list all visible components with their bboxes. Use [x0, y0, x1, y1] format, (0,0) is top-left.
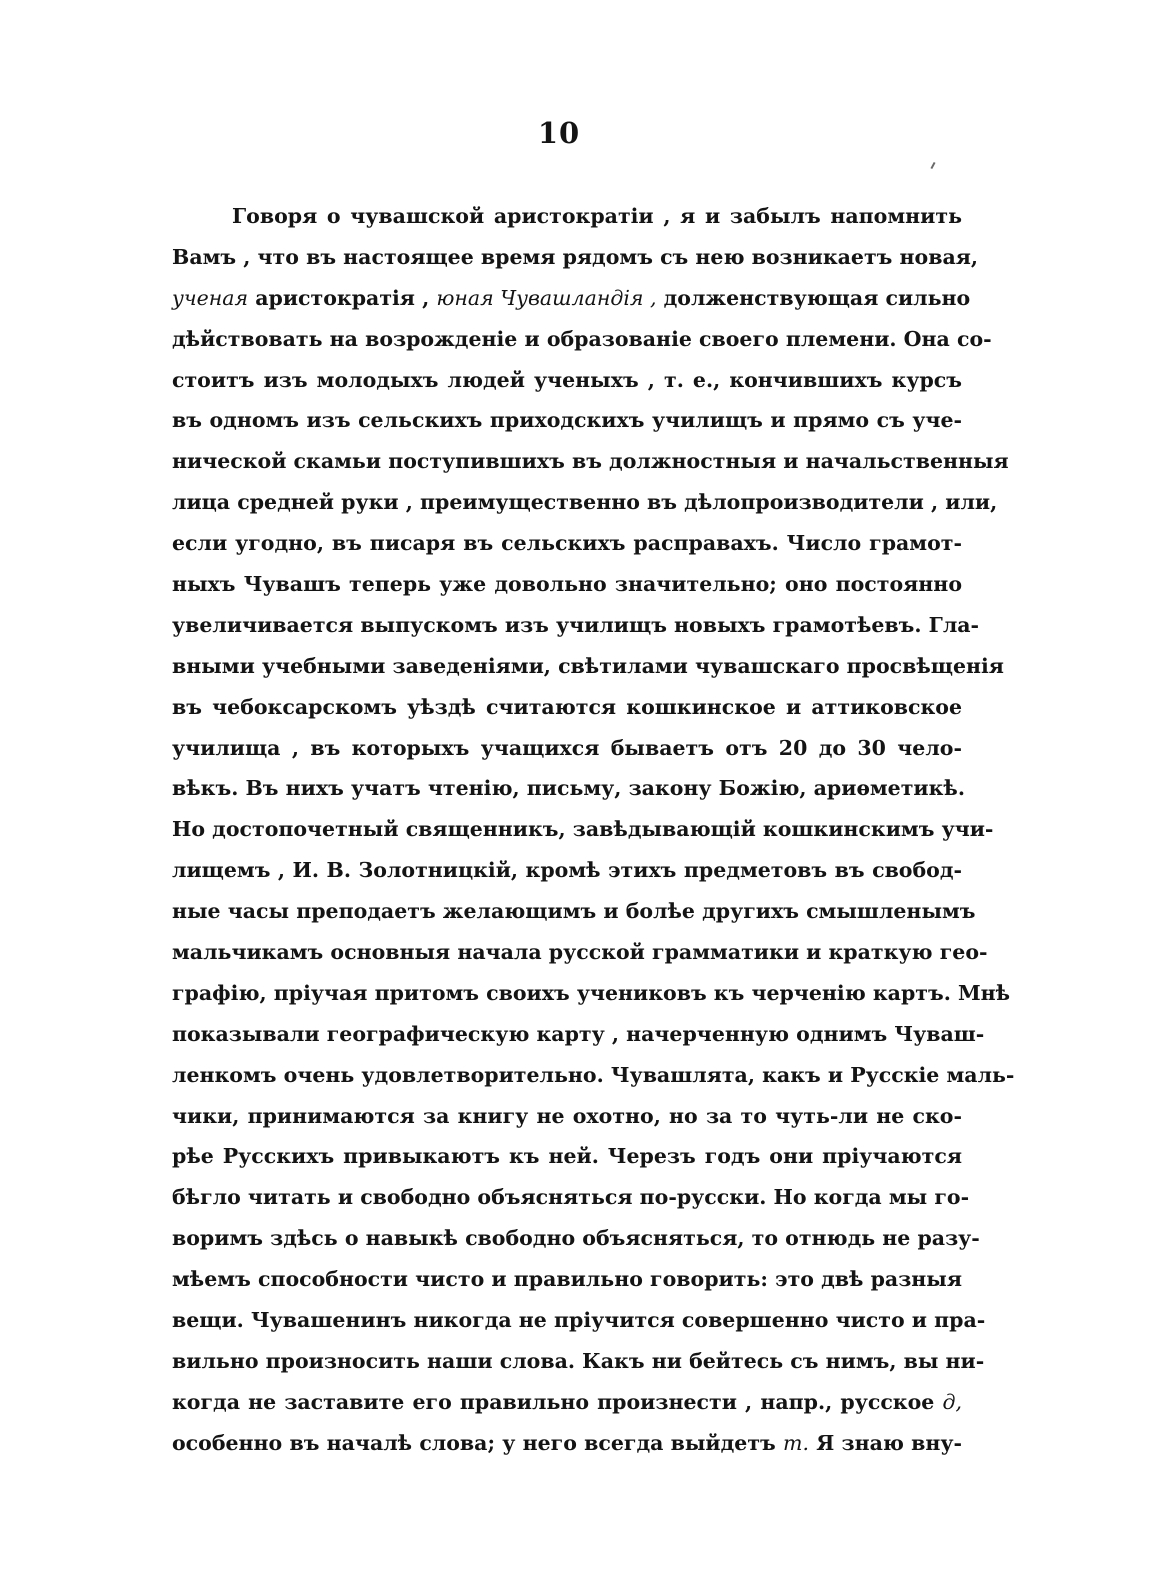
text-line: вными учебными заведеніями, свѣтилами чувашскаго просвѣщенія — [172, 653, 1004, 678]
text-line: училища , въ которыхъ учащихся бываетъ отъ 20 до 30 чело- — [172, 735, 962, 760]
print-speck — [930, 162, 935, 169]
text-line — [172, 1423, 962, 1464]
line-segment: Я знаю вну- — [816, 1430, 963, 1455]
text-line: лица средней руки , преимущественно въ дѣлопроизводители , или, — [172, 490, 998, 515]
text-line: рѣе Русскихъ привыкаютъ къ ней. Черезъ годъ они пріучаются — [172, 1144, 962, 1169]
page-number: 10 — [537, 116, 581, 150]
line-segment: долженствующая сильно — [663, 285, 971, 310]
text-line: въ чебоксарскомъ уѣздѣ считаются кошкинское и аттиковское — [172, 694, 962, 719]
text-line — [172, 278, 971, 319]
text-line: дѣйствовать на возрожденіе и образованіе своего племени. Она со- — [172, 326, 992, 351]
text-line: ленкомъ очень удовлетворительно. Чувашлята, какъ и Русскіе маль- — [172, 1062, 1015, 1087]
italic-letter: д, — [942, 1389, 962, 1414]
text-line: мальчикамъ основныя начала русской грамматики и краткую гео- — [172, 940, 988, 965]
text-line: если угодно, въ писаря въ сельскихъ расправахъ. Число грамот- — [172, 531, 962, 556]
line-segment: когда не заставите его правильно произнести , напр., русское — [172, 1389, 935, 1414]
text-line: мѣемъ способности чисто и правильно говорить: это двѣ разныя — [172, 1267, 962, 1292]
text-line: стоитъ изъ молодыхъ людей ученыхъ , т. е., кончившихъ курсъ — [172, 367, 962, 392]
text-line: вильно произносить наши слова. Какъ ни бейтесь съ нимъ, вы ни- — [172, 1348, 985, 1373]
text-line: вещи. Чувашенинъ никогда не пріучится совершенно чисто и пра- — [172, 1308, 986, 1333]
line-segment: особенно въ началѣ слова; у него всегда выйдетъ — [172, 1430, 776, 1455]
text-line: чики, принимаются за книгу не охотно, но за то чуть-ли не ско- — [172, 1103, 962, 1128]
body-text — [172, 196, 1015, 1464]
text-line: увеличивается выпускомъ изъ училищъ новыхъ грамотѣевъ. Гла- — [172, 612, 980, 637]
line-segment: аристократія , — [255, 285, 430, 310]
text-line: показывали географическую карту , начерченную однимъ Чуваш- — [172, 1021, 985, 1046]
text-line: вѣкъ. Въ нихъ учатъ чтенію, письму, закону Божію, ариѳметикѣ. — [172, 776, 965, 801]
text-line: графію, пріучая притомъ своихъ учениковъ къ черченію картъ. Мнѣ — [172, 980, 1011, 1005]
text-line — [172, 1382, 962, 1423]
italic-word: ученая — [172, 285, 249, 310]
italic-letter: т. — [783, 1430, 809, 1455]
text-line: бѣгло читать и свободно объясняться по-русски. Но когда мы го- — [172, 1185, 970, 1210]
text-line: ныхъ Чувашъ теперь уже довольно значительно; оно постоянно — [172, 572, 962, 597]
text-line: лищемъ , И. В. Золотницкій, кромѣ этихъ предметовъ въ свобод- — [172, 858, 962, 883]
italic-phrase: юная Чувашландія , — [436, 285, 657, 310]
text-line: ные часы преподаетъ желающимъ и болѣе другихъ смышленымъ — [172, 899, 976, 924]
text-line: нической скамьи поступившихъ въ должностныя и начальственныя — [172, 449, 1009, 474]
text-line: Говоря о чувашской аристократіи , я и забылъ напомнить — [232, 204, 962, 228]
text-line: въ одномъ изъ сельскихъ приходскихъ училищъ и прямо съ уче- — [172, 408, 962, 433]
text-line: Вамъ , что въ настоящее время рядомъ съ нею возникаетъ новая, — [172, 244, 979, 269]
text-line: Но достопочетный священникъ, завѣдывающій кошкинскимъ учи- — [172, 817, 994, 842]
text-line: воримъ здѣсь о навыкѣ свободно объясняться, то отнюдь не разу- — [172, 1226, 980, 1251]
